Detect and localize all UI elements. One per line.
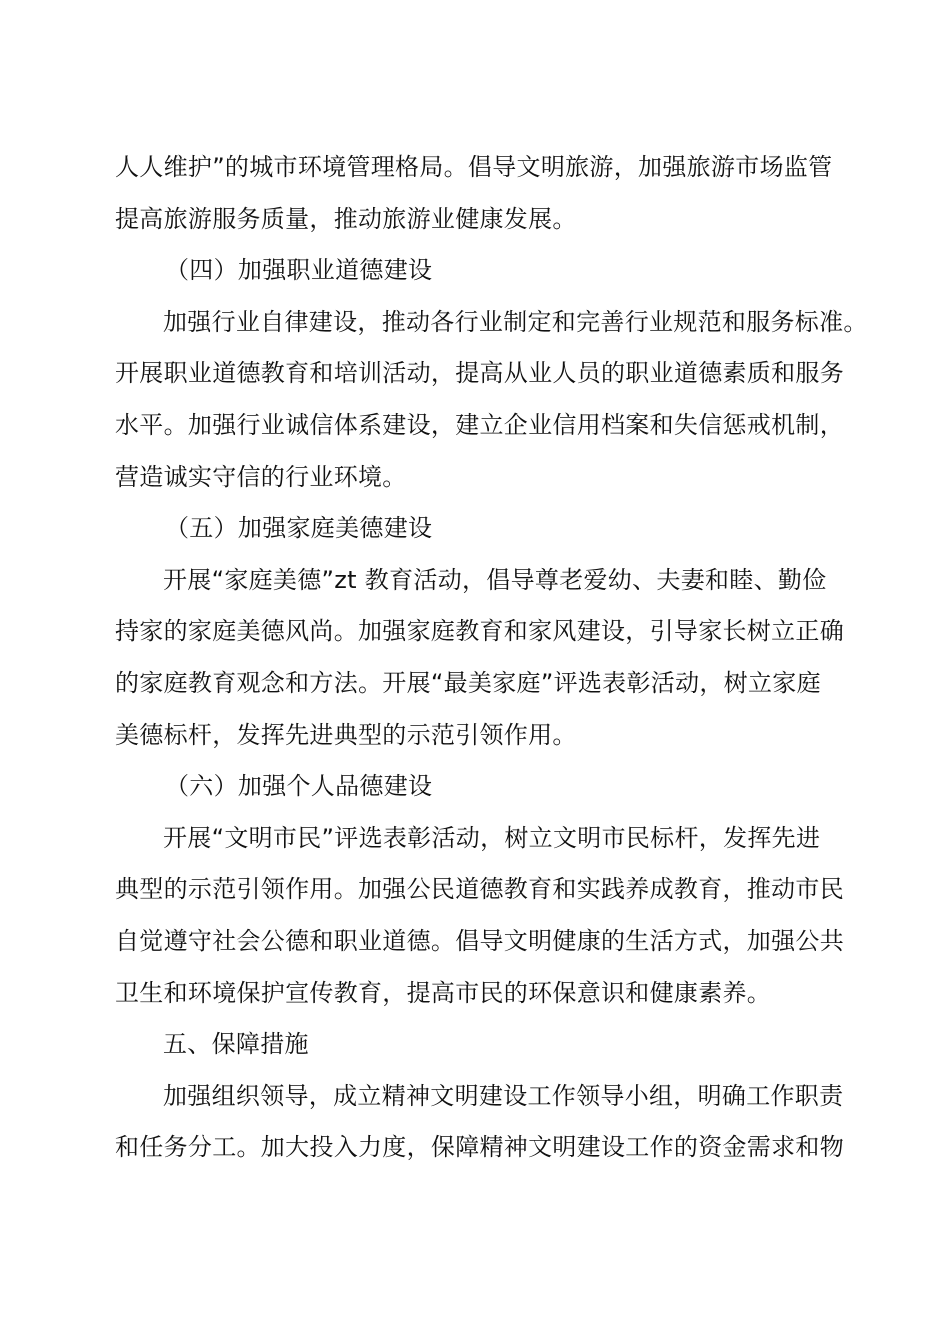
body-line-6: 水平。加强行业诚信体系建设，建立企业信用档案和失信惩戒机制， [115, 410, 844, 439]
body-line-2: 提高旅游服务质量，推动旅游业健康发展。 [115, 204, 577, 233]
body-line-1: 人人维护”的城市环境管理格局。倡导文明旅游，加强旅游市场监管 [115, 153, 833, 181]
chapter-heading-safeguards: 五、保障措施 [163, 1030, 309, 1059]
body-line-12: 美德标杆，发挥先进典型的示范引领作用。 [115, 720, 577, 749]
body-line-17: 卫生和环境保护宣传教育，提高市民的环保意识和健康素养。 [115, 978, 772, 1007]
body-line-20: 和任务分工。加大投入力度，保障精神文明建设工作的资金需求和物 [115, 1133, 844, 1162]
paragraph-start-line: 开展“文明市民”评选表彰活动，树立文明市民标杆，发挥先进 [163, 823, 821, 852]
body-line-7: 营造诚实守信的行业环境。 [115, 462, 407, 491]
body-line-15: 典型的示范引领作用。加强公民道德教育和实践养成教育，推动市民 [115, 875, 844, 904]
paragraph-start-line: 开展“家庭美德”zt 教育活动，倡导尊老爱幼、夫妻和睦、勤俭 [163, 565, 827, 594]
section-heading-6: （六）加强个人品德建设 [165, 772, 433, 801]
body-line-5: 开展职业道德教育和培训活动，提高从业人员的职业道德素质和服务 [115, 359, 844, 388]
body-line-10: 持家的家庭美德风尚。加强家庭教育和家风建设，引导家长树立正确 [115, 617, 844, 646]
paragraph-start-line: 加强组织领导，成立精神文明建设工作领导小组，明确工作职责 [163, 1081, 844, 1110]
section-heading-5: （五）加强家庭美德建设 [165, 514, 433, 543]
paragraph-start-line: 加强行业自律建设，推动各行业制定和完善行业规范和服务标准。 [163, 307, 868, 336]
document-body [115, 142, 868, 1174]
body-line-11: 的家庭教育观念和方法。开展“最美家庭”评选表彰活动，树立家庭 [115, 668, 821, 697]
section-heading-4: （四）加强职业道德建设 [165, 256, 433, 285]
body-line-16: 自觉遵守社会公德和职业道德。倡导文明健康的生活方式，加强公共 [115, 926, 844, 955]
